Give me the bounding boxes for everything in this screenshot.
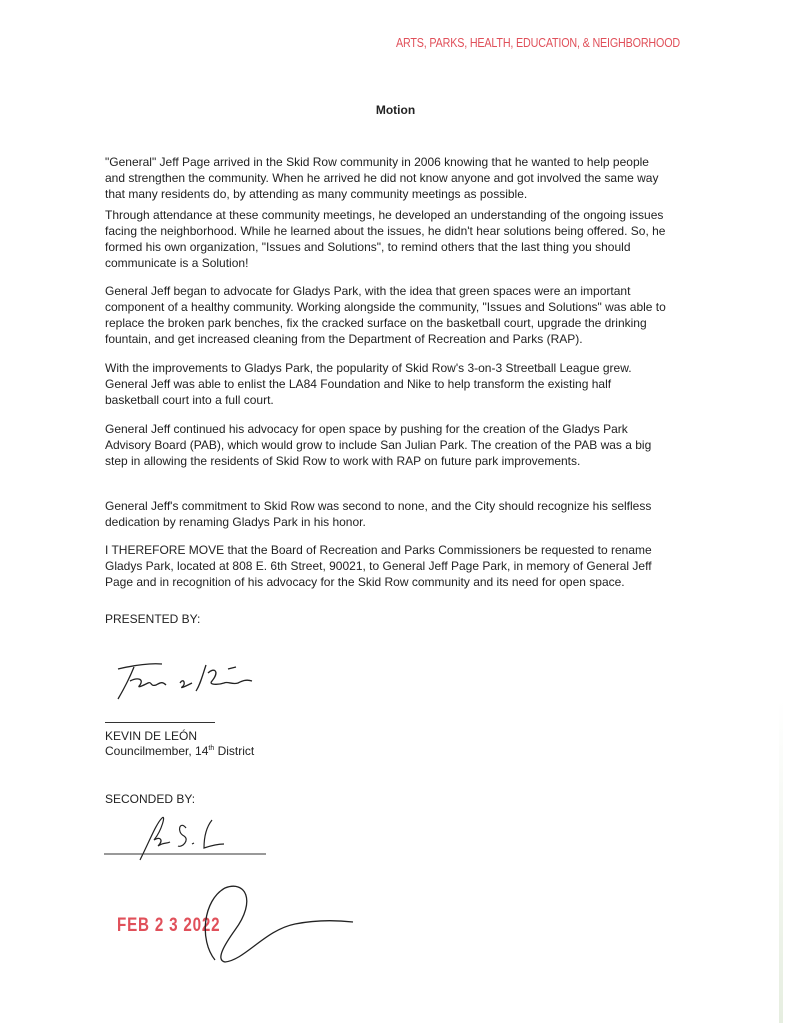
paragraph <box>105 498 651 530</box>
paragraph-line: General Jeff continued his advocacy for open space by pushing for the creation of the Gladys Park <box>105 422 628 436</box>
paragraph-line: formed his own organization, "Issues and Solutions", to remind others that the last thing you should <box>105 240 631 254</box>
paragraph <box>105 542 652 590</box>
committee-header: ARTS, PARKS, HEALTH, EDUCATION, & NEIGHBORHOOD <box>396 36 680 50</box>
seconded-by-label: SECONDED BY: <box>105 792 196 806</box>
presenter-title <box>105 744 254 758</box>
title-suffix: District <box>214 744 255 758</box>
paragraph-line: Advisory Board (PAB), which would grow to include San Julian Park. The creation of the PAB was a big <box>105 438 652 452</box>
paragraph-line: dedication by renaming Gladys Park in his honor. <box>105 515 366 529</box>
received-date-stamp: FEB 2 3 2022 <box>117 915 221 936</box>
seconder-signature <box>100 810 280 870</box>
paragraph <box>105 360 632 408</box>
paragraph-line: General Jeff's commitment to Skid Row was second to none, and the City should recognize his selfless <box>105 499 652 513</box>
paragraph-line: General Jeff was able to enlist the LA84 Foundation and Nike to help transform the existing half <box>105 377 612 391</box>
paragraph-line: With the improvements to Gladys Park, the popularity of Skid Row's 3-on-3 Streetball League grew. <box>105 361 632 375</box>
paragraph-line: communicate is a Solution! <box>105 256 249 270</box>
paragraph <box>105 154 658 202</box>
paragraph-line: facing the neighborhood. While he learned about the issues, he didn't hear solutions being offered. So, he <box>105 224 666 238</box>
paragraph-line: Page and in recognition of his advocacy for the Skid Row community and its need for open space. <box>105 575 625 589</box>
document-title: Motion <box>375 103 416 117</box>
paragraph-line: replace the broken park benches, fix the cracked surface on the basketball court, upgrade the drinking <box>105 316 647 330</box>
scan-edge <box>779 700 783 1023</box>
presented-by-label: PRESENTED BY: <box>105 612 201 626</box>
presenter-signature-line <box>105 722 215 723</box>
paragraph-line: and strengthen the community. When he arrived he did not know anyone and got involved the same way <box>105 171 659 185</box>
paragraph-line: Through attendance at these community meetings, he developed an understanding of the ongoing issues <box>105 208 664 222</box>
paragraph <box>105 207 665 271</box>
paragraph-line: that many residents do, by attending as many community meetings as possible. <box>105 187 528 201</box>
paragraph-line: General Jeff began to advocate for Gladys Park, with the idea that green spaces were an important <box>105 284 631 298</box>
presenter-signature <box>110 655 280 705</box>
initial-signature <box>195 880 365 970</box>
paragraph-line: I THEREFORE MOVE that the Board of Recreation and Parks Commissioners be requested to rename <box>105 543 652 557</box>
paragraph-line: component of a healthy community. Working alongside the community, "Issues and Solutions" was able to <box>105 300 666 314</box>
paragraph-line: basketball court into a full court. <box>105 393 274 407</box>
paragraph-line: step in allowing the residents of Skid Row to work with RAP on future park improvements. <box>105 454 581 468</box>
title-sup: th <box>208 745 215 752</box>
presenter-name: KEVIN DE LEÓN <box>105 729 198 743</box>
paragraph-line: "General" Jeff Page arrived in the Skid Row community in 2006 knowing that he wanted to help people <box>105 155 649 169</box>
paragraph <box>105 283 666 347</box>
title-text: Councilmember, 14 <box>105 744 209 758</box>
paragraph-line: Gladys Park, located at 808 E. 6th Street, 90021, to General Jeff Page Park, in memory of General Jeff <box>105 559 652 573</box>
paragraph <box>105 421 651 469</box>
paragraph-line: fountain, and get increased cleaning from the Department of Recreation and Parks (RAP). <box>105 332 583 346</box>
